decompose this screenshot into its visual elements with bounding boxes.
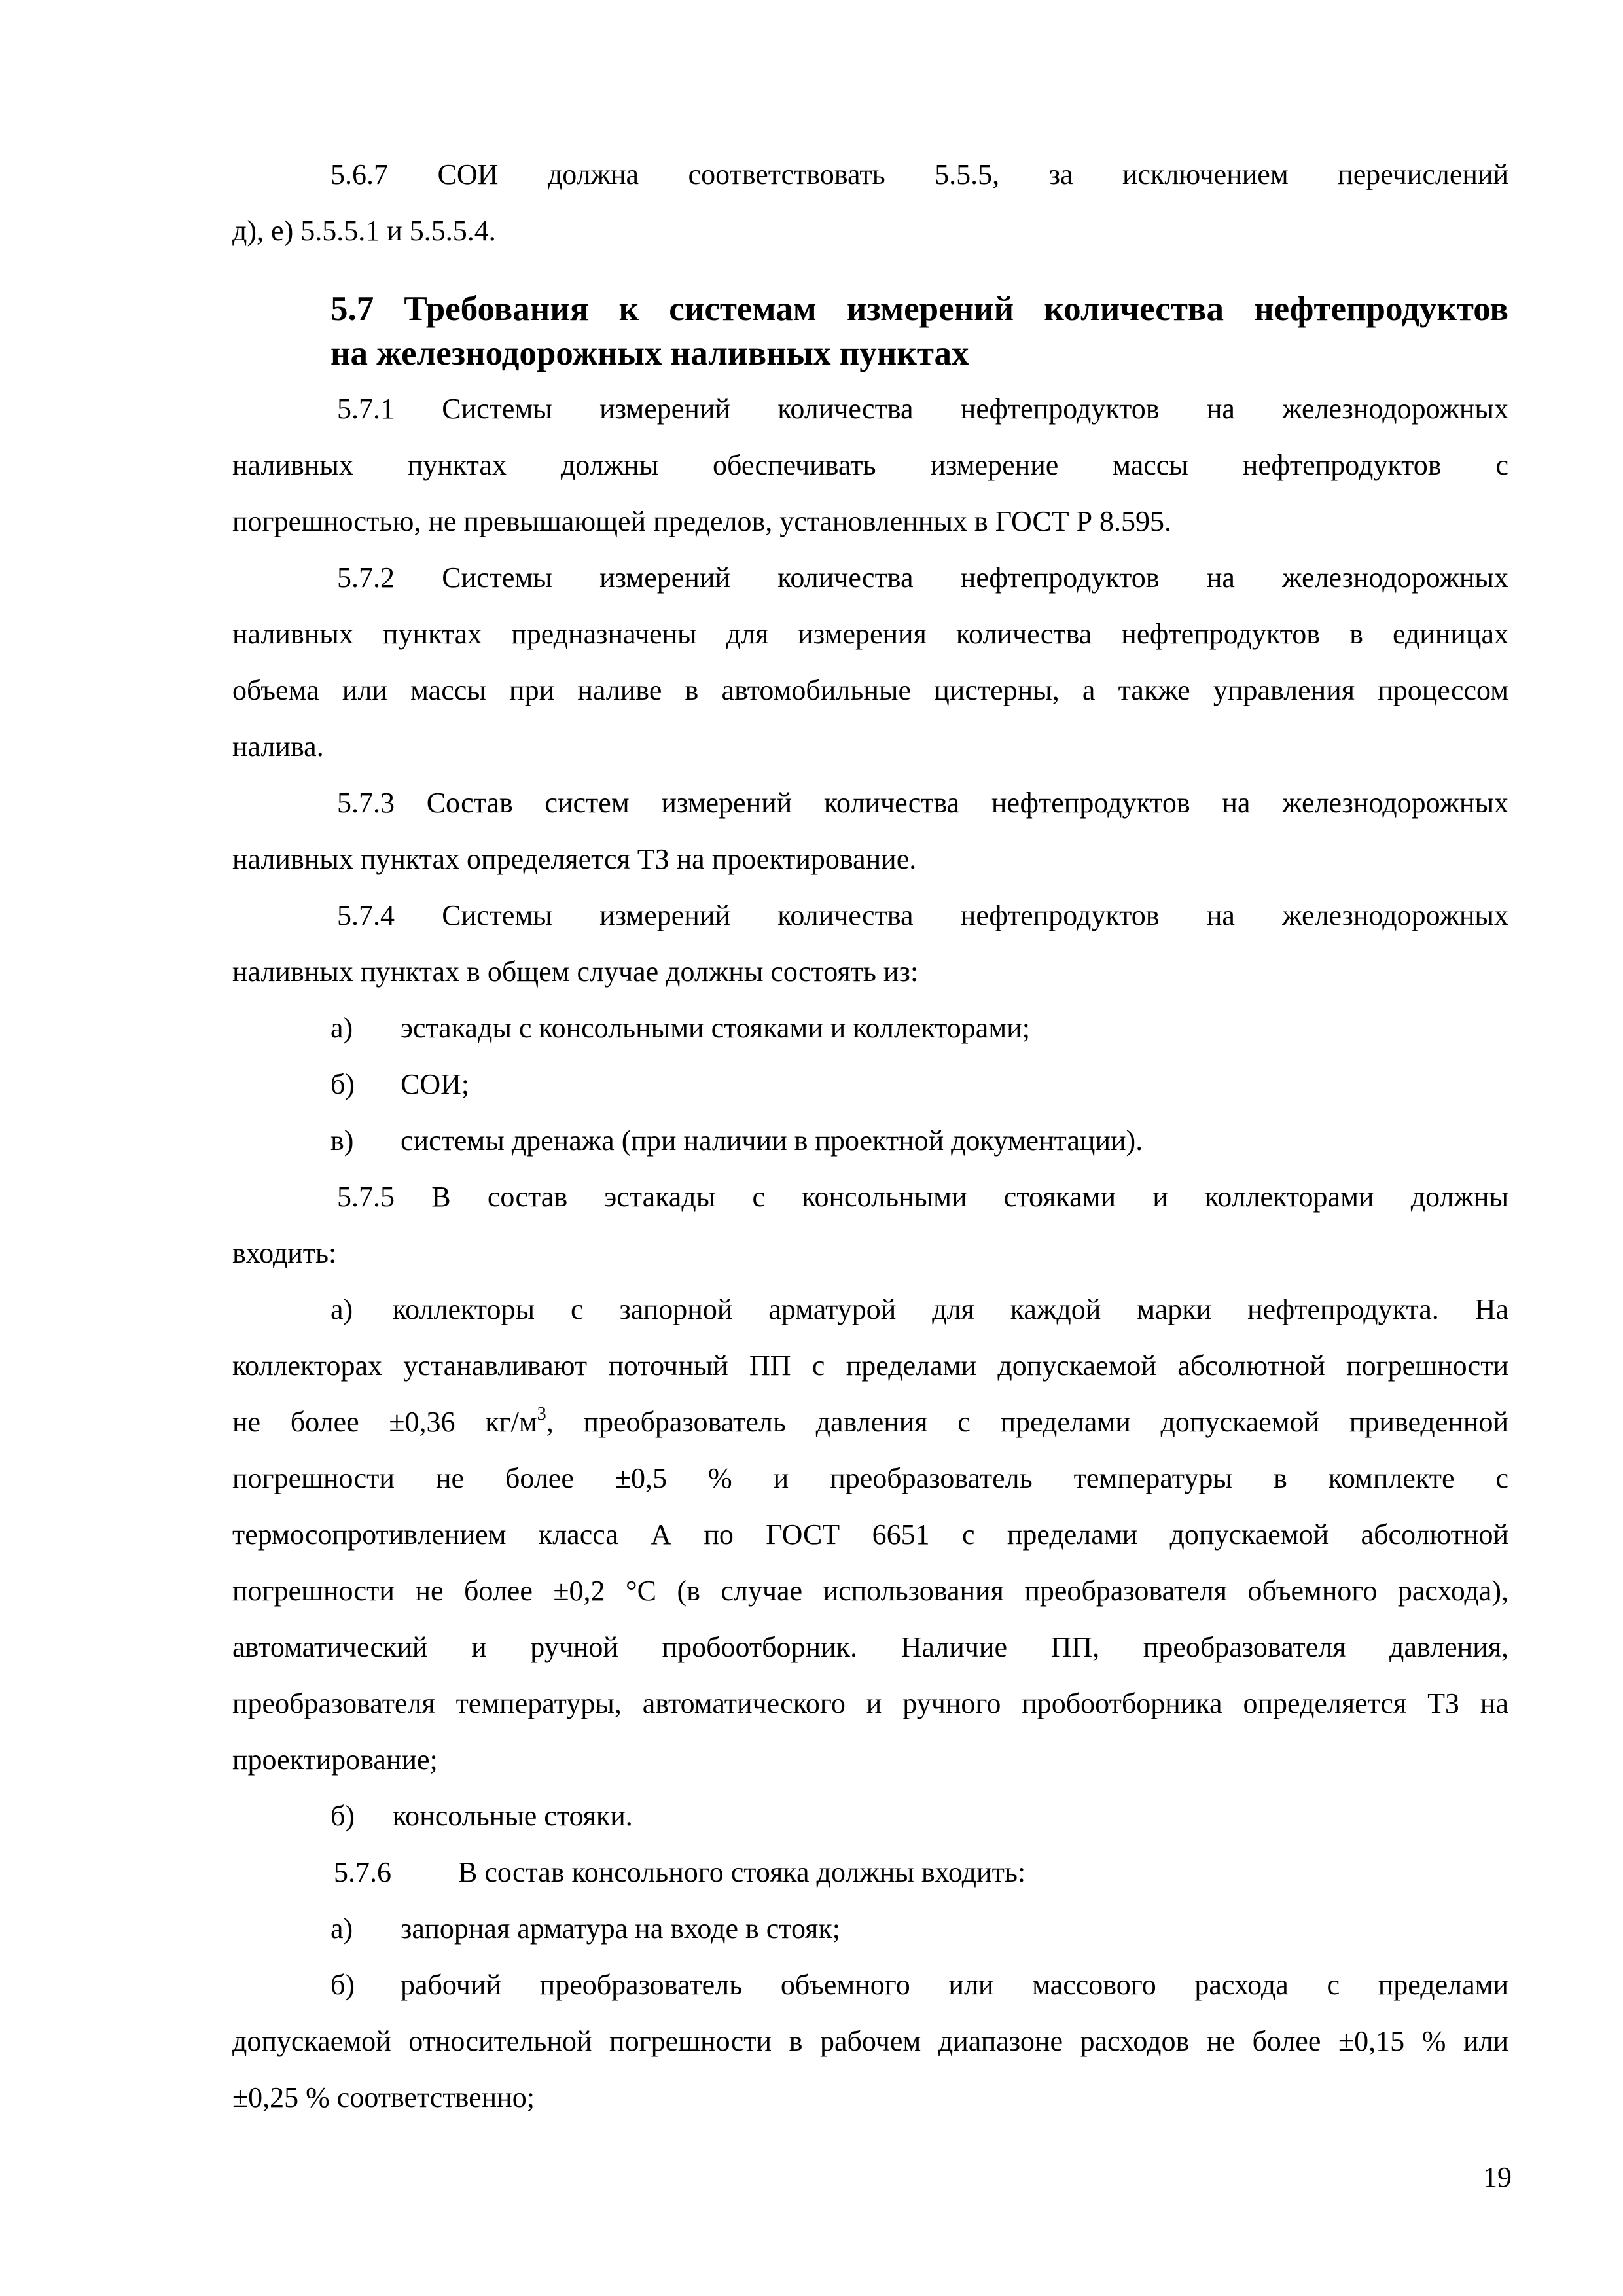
list-item-text: СОИ; [401, 1068, 470, 1100]
list-item-label: а) [330, 1293, 353, 1325]
paragraph-5-7-1-line-3: погрешностью, не превышающей пределов, установленных в ГОСТ Р 8.595. [232, 505, 1172, 537]
paragraph-5-7-5-line-2: входить: [232, 1237, 337, 1269]
section-5-7-heading-line-2: на железнодорожных наливных пунктах [330, 334, 969, 372]
paragraph-5-7-1-line-1: 5.7.1 Системы измерений количества нефтепродуктов на железнодорожных [337, 393, 1508, 425]
list-item-text: системы дренажа (при наличии в проектной документации). [401, 1124, 1143, 1157]
list-item-text: консольные стояки. [393, 1800, 633, 1832]
paragraph-5-7-4-line-2: наливных пунктах в общем случае должны состоять из: [232, 956, 919, 988]
item-a-line-3-part-1: не более ±0,36 кг/м [232, 1406, 537, 1438]
item-b-line-1: рабочий преобразователь объемного или массового расхода с пределами [401, 1969, 1508, 2001]
paragraph-5-7-6-number: 5.7.6 [334, 1856, 391, 1888]
item-a-line-7: автоматический и ручной пробоотборник. Наличие ПП, преобразователя давления, [232, 1631, 1508, 1663]
list-item-label: а) [330, 1012, 353, 1044]
list-item-text: запорная арматура на входе в стояк; [401, 1912, 840, 1945]
paragraph-5-7-1-line-2: наливных пунктах должны обеспечивать измерение массы нефтепродуктов с [232, 449, 1508, 481]
paragraph-5-6-7-line-2: д), е) 5.5.5.1 и 5.5.5.4. [232, 215, 496, 247]
paragraph-5-7-2-line-1: 5.7.2 Системы измерений количества нефтепродуктов на железнодорожных [337, 562, 1508, 594]
item-a-line-5: термосопротивлением класса А по ГОСТ 6651 с пределами допускаемой абсолютной [232, 1518, 1508, 1551]
list-item-label: б) [330, 1800, 355, 1832]
paragraph-5-6-7-line-1: 5.6.7 СОИ должна соответствовать 5.5.5, за исключением перечислений [330, 158, 1508, 190]
item-b-line-2: допускаемой относительной погрешности в рабочем диапазоне расходов не более ±0,15 % или [232, 2025, 1508, 2057]
item-a-line-9: проектирование; [232, 1744, 438, 1776]
list-item-label: а) [330, 1912, 353, 1945]
paragraph-5-7-4-line-1: 5.7.4 Системы измерений количества нефтепродуктов на железнодорожных [337, 899, 1508, 931]
item-a-line-4: погрешности не более ±0,5 % и преобразователь температуры в комплекте с [232, 1462, 1508, 1494]
item-b-line-3: ±0,25 % соответственно; [232, 2081, 535, 2113]
paragraph-5-7-3-line-1: 5.7.3 Состав систем измерений количества нефтепродуктов на железнодорожных [337, 787, 1508, 819]
list-item-label: б) [330, 1068, 355, 1100]
list-item-text: эстакады с консольными стояками и коллекторами; [401, 1012, 1030, 1044]
item-a-line-8: преобразователя температуры, автоматического и ручного пробоотборника определяется ТЗ на [232, 1687, 1508, 1719]
paragraph-5-7-2-line-3: объема или массы при наливе в автомобильные цистерны, а также управления процессом [232, 674, 1508, 706]
superscript-exponent: 3 [537, 1404, 546, 1424]
paragraph-5-7-2-line-2: наливных пунктах предназначены для измерения количества нефтепродуктов в единицах [232, 618, 1508, 650]
item-a-line-2: коллекторах устанавливают поточный ПП с пределами допускаемой абсолютной погрешности [232, 1350, 1508, 1382]
page-number: 19 [1483, 2161, 1512, 2193]
item-a-line-3-part-2: , преобразователь давления с пределами допускаемой приведенной [546, 1406, 1508, 1438]
item-a-line-1: коллекторы с запорной арматурой для каждой марки нефтепродукта. На [393, 1293, 1508, 1325]
paragraph-5-7-6-text: В состав консольного стояка должны входить: [458, 1856, 1026, 1888]
paragraph-5-7-2-line-4: налива. [232, 730, 324, 762]
paragraph-5-7-3-line-2: наливных пунктах определяется ТЗ на проектирование. [232, 843, 917, 875]
item-a-line-3 [232, 1405, 1508, 1440]
list-item-label: б) [330, 1969, 355, 2001]
item-a-line-6: погрешности не более ±0,2 °С (в случае использования преобразователя объемного расхода), [232, 1575, 1508, 1607]
section-5-7-heading-line-1: 5.7 Требования к системам измерений количества нефтепродуктов [330, 290, 1508, 328]
list-item-label: в) [330, 1124, 354, 1157]
paragraph-5-7-5-line-1: 5.7.5 В состав эстакады с консольными стояками и коллекторами должны [337, 1181, 1508, 1213]
